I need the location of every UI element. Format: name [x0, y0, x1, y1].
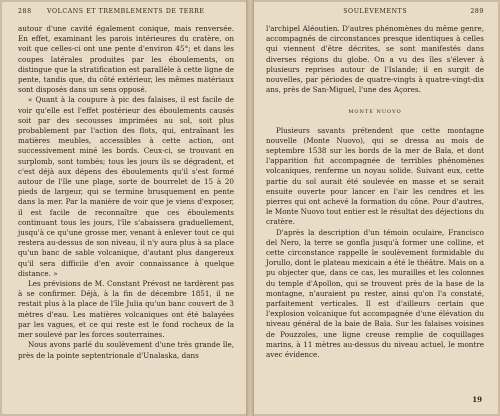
paragraph: Nous avons parlé du soulèvement d'une très grande île, près de la pointe septentrionale d'Unalaska, dans — [18, 340, 234, 360]
section-title: MONTE NUOVO — [348, 109, 402, 116]
right-page-header — [266, 8, 484, 18]
running-title: VOLCANS ET TREMBLEMENTS DE TERRE — [47, 8, 205, 15]
paragraph: D'après la description d'un témoin oculaire, Francisco del Nero, la terre se gonfla jusqu'à former une colline, et cette circonstance rappelle le soulèvement formidable du Jorullo, dont le plateau mexicain a été le théâtre. Mais on a pu objecter que, dans ce cas, les murailles et les colonnes du temple d'Apollon, qui se trouvent près de la base de la montagne, n'auraient pu rester, ainsi qu'on l'a constaté, parfaitement verticales. Il est d'ailleurs certain que l'explosion volcanique fut accompagnée d'une élévation du niveau général de la baie de Baïa. Sur les falaises voisines de Pouzzoles, une ligne creuse remplie de coquillages marins, à 11 mètres au-dessus du niveau actuel, le montre avec évidence. — [266, 227, 484, 360]
right-page — [254, 2, 498, 414]
left-page — [2, 2, 246, 414]
paragraph: Les prévisions de M. Constant Prévost ne tardèrent pas à se confirmer. Déjà, à la fin de décembre 1851, il ne restait plus à la place de l'île Julia qu'un banc couvert de 3 mètres d'eau. Les matières volcaniques ont été balayées par les vagues, et ce qui reste est le fond rocheux de la mer soulevé par les forces souterraines. — [18, 279, 234, 340]
paragraph: « Quant à la coupure à pic des falaises, il est facile de voir qu'elle est l'effet postérieur des éboulements causés soit par des secousses imprimées au sol, soit plus probablement par l'action des flots, qui, entraînant les matières meubles, accessibles à cette action, ont successivement miné les bords. Ceux-ci, se trouvant en surplomb, sont tombés; tous les jours ils se dégradent, et c'est déjà aux dépens des éboulements qu'il s'est formé autour de l'île une plage, sorte de bourrelet de 15 à 20 pieds de largeur, qui se termine brusquement en pente dans la mer. Par la manière de voir que je viens d'exposer, il est facile de reconnaître que ces éboulements continuant tous les jours, l'île s'abaissera graduellement, jusqu'à ce qu'une grosse mer, venant à enlever tout ce qui restera au-dessus de son niveau, il n'y aura plus à sa place qu'un banc de sable volcanique, d'autant plus dangereux qu'il sera difficile d'en avoir connaissance à quelque distance. » — [18, 95, 234, 278]
right-page-body — [266, 24, 484, 360]
page-number: 289 — [470, 8, 484, 15]
paragraph: autour d'une cavité également conique, mais renversée. En effet, examinant les parois intérieures du cratère, on voit que celles-ci ont une pente d'environ 45°; et dans les coupes latérales produites par les éboulements, on distingue que la stratification est parallèle à cette ligne de pente, tandis que, du côté extérieur, les mêmes matériaux sont disposés dans un sens opposé. — [18, 24, 234, 95]
signature-mark: 19 — [472, 395, 482, 404]
paragraph: l'archipel Aléoutien. D'autres phénomènes du même genre, accompagnés de circonstances presque identiques à celles qui viennent d'être décrites, se sont manifestés dans diverses régions du globe. On a vu des îles s'élever à plusieurs reprises autour de l'Islande; il en surgit de nouvelles, par périodes de quatre-vingts à quatre-vingt-dix ans, près de San-Miguel, l'une des Açores. — [266, 24, 484, 95]
left-page-header — [18, 8, 234, 18]
left-page-body — [18, 24, 234, 361]
book-gutter — [246, 0, 254, 416]
paragraph: Plusieurs savants prétendent que cette montagne nouvelle (Monte Nuovo), qui se dressa au mois de septembre 1538 sur les bords de la mer de Baïa, et dont l'apparition fut accompagnée de terribles phénomènes volcaniques, renferme un noyau solide. Suivant eux, cette partie du sol aurait été soulevée en masse et se serait ensuite ouverte pour lancer en l'air les cendres et les pierres qui ont achevé la formation du cône. Pour d'autres, le Monte Nuovo tout entier est le résultat des déjections du cratère. — [266, 125, 484, 227]
page-number: 288 — [18, 8, 32, 15]
running-title: SOULÈVEMENTS — [343, 8, 408, 15]
